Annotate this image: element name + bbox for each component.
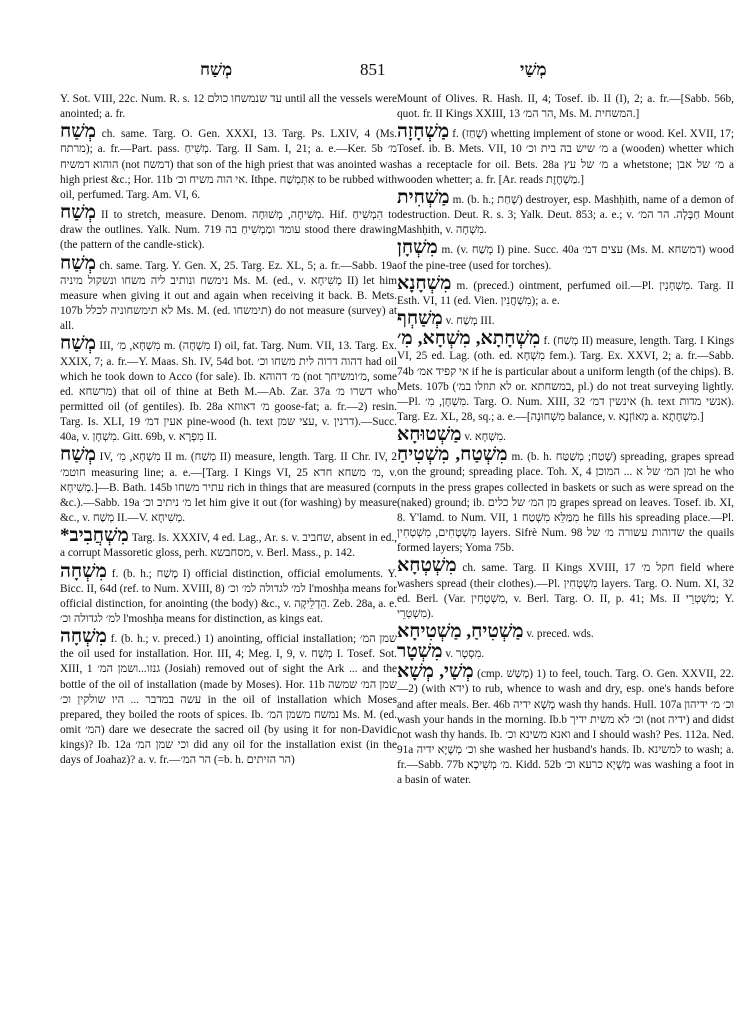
entry-text: IV, מִשְׁחָא, מִ׳ II m. (מְשַׁח II) measure, length. Targ. II Chr. IV, 2 חוטמ׳ measuring line; a. e.—[Targ. I Kings VI, 25 מ׳ משחא חדא, v. מְשִׁיחָא.]—B. Bath. 145b עתיר משחו rich in things that are measured (corn &c.).—Sabb. 19a מ׳ ניתיב וכ׳ let him give it out (for washing) by measure &c., v. מְשַׁח II.—V. מְשִׁיחָא.: [60, 451, 397, 525]
entry-headword: מִשְׁחָה: [60, 626, 107, 648]
right-column: [397, 92, 734, 1007]
entry-headword: מְשַׁח: [60, 333, 96, 355]
left-guide-word: מְשַׁח: [200, 60, 233, 79]
right-guide-word: מְשַׁי: [520, 60, 547, 79]
entry-headword: מְשַׁי, מְשָׁא: [397, 661, 474, 683]
entry-text: ch. same. Targ. O. Gen. XXXI, 13. Targ. Ps. LXIV, 4 (Ms. מרתח); a. fr.—Part. pass. מְשִׁיחַ. Targ. II Sam. I, 21; a. e.—Ker. 5b מ׳ הוהוא דמשיח (not דמשח) that son of the high priest that was anointed was high priest &c.; Hor. 11b אי הוה משיח וכ׳. Ithpe. אִתְמְשַׁח to be rubbed with oil, perfumed. Targ. Am. VI, 6.: [60, 128, 397, 201]
dictionary-entry: [60, 560, 397, 628]
entry-text: m. (preced.) ointment, perfumed oil.—Pl. מִשְׁחָנִין. Targ. II Esth. VI, 11 (ed. Vien. מִשְׁחֲנִין); a. e.: [397, 279, 734, 307]
entry-text: (cmp. מָשַׁשׁ) 1) to feel, touch. Targ. O. Gen. XXVII, 22.—2) (with ידא) to rub, whence to wash and dry, esp. one's hands before and after meals. Ber. 46b מְשָׁא ידיה wash thy hands. Hull. 107a וכ׳ מ׳ ידיהון wash your hands in the morning. Ib.b וכ׳ לא משית ידיך (not ידיה) and didst not wash thy hands. Ib. ואנא משינא וכ׳ and I should wash? Pes. 112a. Ned. 91a וכ׳ מְשָׁיָא ידיה she washed her husband's hands. Ib. למשינא to wash; a. fr.—Sabb. 77b מ׳ מְשִׁיכָא. Kidd. 52b מְשָׁיָא כרעא וכ׳ was washing a foot in a basin of water.: [397, 668, 734, 787]
entry-text: III, מִשְׁחָא, מִ׳ m. (מִשְׁחָה I) oil, fat. Targ. Num. VII, 13. Targ. Ex. XXIX, 7; a. fr.—Y. Maas. Sh. IV, 54d bot. דהוה דרוה לית משחו וכ׳ had oil which he took down to Acco (for sale). Ib. מ׳ דהוהא (not מ׳ומשיחך, some ed. מרשחא) that oil of thine at Beth M.—Ab. Zar. 37a דשרו מ׳ who permitted oil (of gentiles). Ib. 28a מ׳ דאווזא goose-fat; a. fr.—2) resin. Targ. Is. XLI, 19 אעין דמ׳ pine-wood (h. text עצי שמן, v. דרנין).—Succ. 40a, v. מִשְׁחָן. Gitt. 69b, v. מִפְרָא II.: [60, 340, 397, 444]
dictionary-entry: [60, 204, 397, 253]
entry-headword: מְשַׁחְף: [397, 308, 443, 330]
entry-text: Targ. Is. XXXIV, 4 ed. Lag., Ar. s. v. שחביב, absent in ed., a corrupt Massoretic gloss, perh. מסחבשא, v. Berl. Mass., p. 142.: [60, 532, 397, 560]
entry-text: v. מְשַׁח III.: [442, 315, 495, 328]
dictionary-entry: [60, 527, 397, 561]
entry-text: f. (שָׁחַז) whetting implement of stone or wood. Kel. XVII, 17; Tosef. ib. B. Mets. VII, 10 מ׳ שיש בה בית וכ׳ a (wooden) whetter which has a receptacle for oil. Bets. 28a מ׳ של עץ a whetstone; מ׳ של אבן a wooden whetter; a. fr. [Ar. reads מַשְׁחֶזֶת.]: [397, 128, 734, 186]
dictionary-entry: [397, 663, 734, 788]
entry-headword: מַשְׁחָזָה: [397, 121, 450, 143]
entry-text: ch. same. Targ. Y. Gen. X, 25. Targ. Ez. XL, 5; a. fr.—Sabb. 19a נימשח ונותיב ליה משחו ונשקול מיניה Ms. M. (ed., v. מְשִׁיחָא II) let him measure when giving it out and again when receiving it back. B. Mets. 107b לא תימשחוניה לכלל Ms. M. (ed. תימשחו) do not measure (survey) at all.: [60, 259, 397, 333]
dictionary-entry: [397, 272, 734, 309]
entry-text: m. (b. h. שָׁטַח; מְשַׁטַּח) spreading, grapes spread on the ground; spreading place. Toh. X, 4 ומן המ׳ של א ... המוכן he who puts in the press grapes collected in baskets or such as were spread on the (naked) ground; ib. מן המ׳ של כלים grapes spread on leaves. Tosef. ib. XI, 8. Y'lamd. to Num. VII, 1 מִמַּלֵּא מִשְׁטַח he fills his spreading place.—Pl. מִשְׁטָחִים, מִשְׁטְחִין layers. Sifrè Num. 98 שדוהות עשורה מ׳ של the quails formed layers; Yoma 75b.: [397, 451, 734, 555]
entry-headword: מִשְׁחָנָא: [397, 272, 452, 294]
entry-text: Mount of Olives. R. Hash. II, 4; Tosef. ib. II (I), 2; a. fr.—[Sabb. 56b, quot. fr. II Kings XXIII, 13 הר המ׳, Ms. M. המשחית.]: [397, 93, 734, 121]
left-column: [60, 92, 397, 1007]
running-header: [0, 60, 750, 86]
entry-headword: מִשְׁטַח, מִשְׁטִיחַ: [397, 444, 508, 466]
entry-text: II to stretch, measure. Denom. מְשִׁיחָה, מְשׁוּחָה. Hif. הִמְשִׁיחַ to draw the outlines. Yalk. Num. 719 עומד ומַמְשִׁיחַ בה stood there drawing (the pattern of the candle-stick).: [60, 209, 397, 252]
entry-headword: מַשְׁטוּחָא: [397, 424, 462, 446]
dictionary-entry: [60, 446, 397, 526]
entry-headword: מְשַׁח: [60, 202, 96, 224]
entry-text: v. preced. wds.: [523, 628, 594, 640]
dictionary-entry: [397, 310, 734, 329]
entry-text: m. (v. מְשַׁח I) pine. Succ. 40a עצים דמ׳ (Ms. M. דמשחא) wood of the pine-tree (used for torches).: [397, 244, 734, 272]
dictionary-entry: [397, 239, 734, 273]
dictionary-entry: [397, 123, 734, 188]
entry-headword: מִשְׁחָה: [60, 560, 107, 582]
entry-text: v. מִשְׁחָא.: [461, 431, 506, 444]
dictionary-entry: [397, 446, 734, 556]
dictionary-entry: [60, 252, 397, 335]
entry-headword: מְשַׁח: [60, 252, 96, 274]
dictionary-entry: [397, 330, 734, 425]
dictionary-entry: [397, 92, 734, 122]
entry-headword: *מִשְׁחֲבִיב: [60, 525, 129, 547]
entry-text: Y. Sot. VIII, 22c. Num. R. s. 12 עד שנמשחו כולם until all the vessels were anointed; a. fr.: [60, 93, 397, 121]
entry-headword: מִשְׁטְחָא: [397, 555, 457, 577]
dictionary-entry: [397, 557, 734, 622]
dictionary-entry: [397, 186, 734, 238]
entry-headword: מְשַׁח: [60, 121, 96, 143]
entry-headword: מִשְׁחָן: [397, 237, 438, 259]
dictionary-entry: [397, 623, 734, 642]
dictionary-entry: [60, 335, 397, 445]
dictionary-entry: [60, 92, 397, 122]
dictionary-entry: [60, 123, 397, 203]
entry-text: ch. same. Targ. II Kings XVIII, 17 חקל מ׳ field where washers spread (their clothes).—Pl. מִשְׁטְחִין layers. Targ. O. Num. XI, 32 ed. Berl. (Var. מִשְׁטָחִין, v. Berl. Targ. O. II, p. 41; Ms. II מַשְׁטְרֵי; Y. מִשְׁטְרֵי).: [397, 562, 734, 620]
entry-text: f. (מְשַׁח II) measure, length. Targ. I Kings VI, 25 ed. Lag. (oth. ed. מִשְׁחָא fem.). Targ. Ex. XXVI, 2; a. fr.—Sabb. 74b אי קפיד אמ׳ if he is particular about a uniform length (of the chips). B. Mets. 107b (לא תוזלו במ׳ or. במשחתא, pl.) do not treat surveying lightly.—Pl. מִשְׁחָן, מִ׳. Targ. O. Num. XIII, 32 אינשין דמ׳ (h. text אנשי מדות). Targ. Ez. XL, 28, sq.; a. e.—[מִשְׁחוּנָה balance, v. מְאוֹזְנָא a. מִשְׁחָתָא.]: [397, 335, 734, 423]
entry-text: v. מִסְטָר.: [442, 648, 485, 661]
page-number: 851: [360, 60, 386, 79]
entry-text: f. (b. h.; מָשַׁח I) official distinction, official emoluments. Y. Bicc. II, 64d (ref. to Num. XVIII, 8) למ׳ לגדולה למ׳ וכ׳ l'moshḥa means for official distinction, for anointing (the body) &c., v. הֵדְלֵיקָה. Zeb. 28a, a. e. למ׳ לגדולה וכ׳ l'moshḥa means for distinction, as kings eat.: [60, 567, 397, 625]
entry-text: f. (b. h.; v. preced.) 1) anointing, official installation; שמן המ׳ the oil used for installation. Hor. III, 4; Meg. I, 9, v. מְשַׁח I. Tosef. Sot. XIII, 1 גנזו...ושמן המ׳ (Josiah) removed out of sight the Ark ... and the bottle of the oil of installation (made by Moses). Hor. 11b שמן המ׳ שמשה עשה במדבר ... היו שולקין וכ׳ in the oil of installation which Moses prepared, they boiled the roots of spices. Ib. נמשח משמן המ׳ Ms. M. (ed. omit המ׳) dare we desecrate the sacred oil (by using it for non-Davidic kings)? Ib. 12a וכי שמן המ׳ did any oil for the installation exist (in the days of Joahaz)? a. v. fr.—הר המ׳ (=b. h. הר הזיתים): [60, 633, 397, 767]
entry-headword: מִשְׁטָר: [397, 641, 443, 663]
entry-headword: מְשַׁח: [60, 444, 96, 466]
dictionary-entry: [397, 426, 734, 445]
entry-headword: מִשְׁחָתָא, מִשְׁחָא, מִ׳: [397, 328, 541, 350]
dictionary-entry: [60, 628, 397, 768]
entry-headword: מַשְׁחִית: [397, 186, 450, 208]
dictionary-entry: [397, 643, 734, 662]
entry-text: m. (b. h.; שָׁחַת) destroyer, esp. Mashḥith, name of a demon of destruction. Deut. R. s. 3; Yalk. Deut. 853; a. e.; v. חַבָּלָה. הר המ׳ Mount Mashḥith, v. מִשְׁחָה.: [397, 193, 734, 237]
entry-headword: מַשְׁטִיחַ, מַשְׁטִיחָא: [397, 621, 524, 642]
